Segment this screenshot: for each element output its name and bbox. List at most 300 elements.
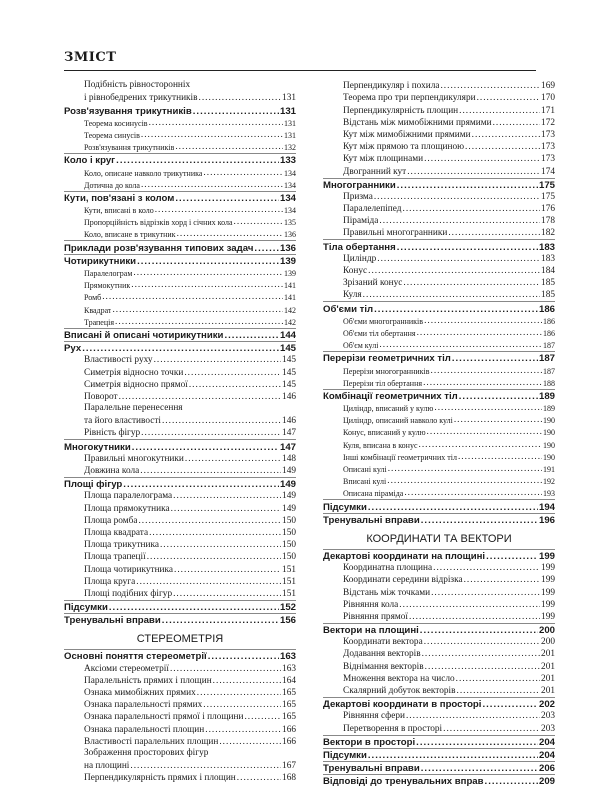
toc-section-entry[interactable]	[64, 649, 296, 662]
toc-page-number: 139	[284, 269, 296, 278]
toc-entry-title: Площа чотирикутника	[84, 564, 174, 575]
toc-entry[interactable]	[64, 772, 296, 784]
toc-entry[interactable]	[64, 723, 296, 735]
toc-entry-title: Вектори в просторі	[323, 736, 416, 748]
toc-entry-title: Ознака паралельності прямої і площини	[84, 712, 244, 723]
dot-leader	[132, 442, 279, 453]
toc-page-number: 139	[279, 255, 296, 267]
dot-leader	[219, 737, 281, 748]
toc-section-entry[interactable]	[64, 104, 296, 116]
toc-entry-title: Декартові координати в просторі	[323, 699, 482, 711]
dot-leader	[136, 577, 281, 588]
toc-entry-title: Вписані й описані чотирикутники	[64, 329, 224, 341]
toc-page-number: 187	[538, 353, 555, 365]
dot-leader	[141, 130, 283, 141]
toc-entry[interactable]	[323, 104, 555, 116]
dot-leader	[82, 343, 279, 354]
toc-section-entry[interactable]	[64, 613, 296, 626]
toc-entry-title: Вписані кулі	[343, 477, 387, 487]
toc-entry[interactable]	[64, 141, 296, 153]
toc-entry-title: Поворот	[84, 391, 118, 402]
dot-leader	[374, 192, 540, 203]
toc-entry[interactable]	[64, 228, 296, 240]
dot-leader	[173, 491, 281, 502]
toc-section-entry[interactable]	[64, 328, 296, 341]
toc-section-entry[interactable]	[323, 748, 555, 761]
toc-page-number: 190	[543, 452, 555, 462]
toc-entry-title: Чотирикутники	[64, 255, 137, 267]
toc-entry-title: Паралельність прямих і площин	[84, 675, 212, 686]
toc-entry[interactable]	[323, 215, 555, 227]
toc-entry-title: на площині	[84, 761, 130, 772]
toc-page-number: 209	[538, 776, 555, 787]
toc-page-number: 147	[282, 428, 296, 439]
toc-page-number: 168	[282, 773, 296, 784]
toc-page-number: 131	[284, 118, 296, 128]
toc-page-number: 136	[284, 230, 296, 240]
dot-leader	[368, 266, 540, 277]
toc-entry[interactable]	[64, 427, 296, 439]
dot-leader	[397, 180, 538, 191]
dot-leader	[244, 712, 281, 723]
toc-entry[interactable]	[64, 267, 296, 279]
toc-section-entry[interactable]	[323, 549, 555, 562]
toc-page-number: 201	[541, 673, 555, 684]
dot-leader	[397, 242, 538, 253]
toc-entry[interactable]	[323, 562, 555, 574]
dot-leader	[465, 142, 540, 153]
toc-section-entry[interactable]	[323, 351, 555, 364]
toc-page-number: 149	[282, 491, 296, 502]
toc-entry[interactable]	[64, 366, 296, 378]
toc-entry-title-line: Подібність рівносторонніх	[84, 80, 191, 90]
toc-entry-title: Кут між площинами	[343, 154, 424, 165]
toc-page-number: 199	[541, 563, 555, 574]
toc-entry[interactable]	[323, 636, 555, 648]
toc-entry-title: Тренувальні вправи	[323, 763, 420, 775]
toc-entry-title: Координатна площина	[343, 563, 433, 574]
toc-page-number: 189	[538, 390, 555, 402]
toc-entry[interactable]	[64, 465, 296, 477]
toc-entry-title: Піраміда	[343, 216, 379, 227]
toc-entry-title: Паралелепіпед	[343, 204, 402, 215]
toc-page-number: 164	[282, 675, 296, 686]
toc-page-number: 165	[282, 688, 296, 698]
toc-section-entry[interactable]	[323, 774, 555, 787]
toc-entry-title: Коло і круг	[64, 155, 116, 167]
toc-entry[interactable]	[64, 662, 296, 674]
toc-entry[interactable]	[323, 487, 555, 499]
dot-leader	[387, 476, 542, 487]
toc-entry-title: Комбінації геометричних тіл	[323, 390, 458, 402]
toc-entry-title: Трапеція	[84, 317, 115, 327]
toc-entry-title: Об'єми тіл обертання	[343, 328, 416, 338]
toc-entry[interactable]	[64, 711, 296, 723]
toc-page-number: 188	[543, 378, 555, 388]
toc-entry[interactable]	[64, 515, 296, 527]
toc-entry[interactable]	[64, 129, 296, 141]
dot-leader	[193, 106, 279, 117]
toc-entry[interactable]	[323, 414, 555, 426]
toc-page-number: 190	[543, 416, 555, 426]
dot-leader	[162, 615, 279, 626]
dot-leader	[424, 316, 542, 327]
toc-page-number: 191	[543, 465, 555, 474]
toc-entry[interactable]	[323, 685, 555, 697]
dot-leader	[131, 280, 283, 291]
toc-page-number: 173	[541, 142, 555, 153]
toc-entry-title: Прямокутник	[84, 281, 131, 291]
dot-leader	[363, 290, 540, 301]
toc-page-number: 163	[282, 663, 296, 674]
toc-page-number: 150	[282, 527, 296, 538]
toc-section-entry[interactable]	[323, 623, 555, 636]
toc-entry-multiline[interactable]	[64, 403, 296, 427]
dot-leader	[115, 317, 283, 328]
toc-entry[interactable]	[64, 117, 296, 129]
toc-entry[interactable]	[323, 227, 555, 239]
toc-section-entry[interactable]	[323, 389, 555, 402]
toc-section-entry[interactable]	[323, 761, 555, 774]
toc-entry-title: Тренувальні вправи	[323, 514, 420, 526]
toc-entry[interactable]	[64, 453, 296, 465]
dot-leader	[443, 724, 540, 735]
toc-entry-title: Ромб	[84, 293, 102, 303]
dot-leader	[162, 416, 281, 427]
toc-entry[interactable]	[84, 92, 296, 104]
dot-leader	[109, 602, 279, 613]
toc-page-number: 183	[541, 253, 555, 264]
toc-section-entry[interactable]	[323, 499, 555, 512]
toc-entry-title: Куля, вписана в конус	[343, 440, 418, 450]
dot-leader	[130, 761, 281, 772]
toc-entry-title: Описана піраміда	[343, 489, 404, 499]
dot-leader	[404, 488, 542, 499]
toc-entry-title: Площа прямокутника	[84, 503, 170, 514]
toc-section-entry[interactable]	[64, 254, 296, 267]
dot-leader	[403, 278, 540, 289]
dot-leader	[486, 551, 538, 562]
dot-leader	[424, 637, 540, 648]
toc-page-number: 156	[279, 615, 296, 627]
dot-leader	[403, 204, 541, 215]
toc-entry[interactable]	[64, 736, 296, 748]
dot-leader	[433, 563, 540, 574]
toc-section-entry[interactable]	[64, 477, 296, 490]
dot-leader	[452, 353, 538, 364]
toc-entry[interactable]	[64, 391, 296, 403]
toc-entry[interactable]	[64, 699, 296, 711]
toc-entry[interactable]	[323, 722, 555, 734]
toc-entry-title: Площа трапеції	[84, 552, 146, 563]
toc-entry[interactable]	[323, 402, 555, 414]
toc-entry-title: Відповіді до тренувальних вправ	[323, 776, 484, 787]
toc-entry[interactable]	[323, 141, 555, 153]
toc-page-number: 170	[541, 93, 555, 104]
toc-entry-title: Підсумки	[323, 501, 367, 513]
toc-entry-title: Циліндр, описаний навколо кулі	[343, 416, 453, 426]
toc-entry[interactable]	[323, 315, 555, 327]
toc-entry[interactable]	[323, 710, 555, 722]
toc-entry[interactable]	[64, 490, 296, 502]
toc-entry-title: Перерізи тіл обертання	[343, 378, 423, 388]
toc-entry-title: Конус, вписаний у кулю	[343, 428, 426, 438]
toc-section-entry[interactable]	[64, 153, 296, 166]
toc-entry[interactable]	[323, 475, 555, 487]
toc-entry-title: Відстань між мимобіжними прямими	[343, 117, 492, 128]
toc-entry-title: Кути, вписані в коло	[84, 206, 154, 216]
toc-entry[interactable]	[64, 379, 296, 391]
dot-leader	[377, 254, 540, 265]
toc-entry-title: Підсумки	[64, 602, 108, 614]
toc-entry[interactable]	[323, 265, 555, 277]
toc-page-number: 172	[541, 117, 555, 128]
dot-leader	[422, 649, 540, 660]
toc-section-entry[interactable]	[64, 439, 296, 452]
toc-entry[interactable]	[323, 327, 555, 339]
dot-leader	[458, 452, 542, 463]
dot-leader	[237, 773, 281, 784]
dot-leader	[399, 600, 540, 611]
dot-leader	[425, 662, 540, 673]
toc-entry[interactable]	[64, 291, 296, 303]
toc-entry-title: Площа квадрата	[84, 527, 149, 538]
toc-entry[interactable]	[84, 760, 296, 772]
toc-entry[interactable]	[323, 673, 555, 685]
toc-entry[interactable]	[323, 165, 555, 177]
toc-entry-title: Конус	[343, 266, 368, 276]
toc-entry[interactable]	[64, 354, 296, 366]
toc-entry-title: Циліндр, вписаний у кулю	[343, 404, 434, 414]
part-heading: СТЕРЕОМЕТРІЯ	[136, 633, 224, 646]
toc-entry-title: Координати середини відрізка	[343, 575, 463, 586]
toc-entry-title: Властивості паралельних площин	[84, 736, 219, 747]
toc-entry[interactable]	[323, 203, 555, 215]
toc-entry-title: Зрізаний конус	[343, 278, 403, 289]
toc-page-number: 169	[541, 81, 555, 92]
toc-section-entry[interactable]	[64, 240, 296, 253]
toc-page-number: 134	[279, 192, 296, 204]
toc-page-number: 150	[282, 540, 296, 551]
toc-section-entry[interactable]	[323, 735, 555, 748]
toc-section-entry[interactable]	[323, 697, 555, 710]
toc-page-number: 201	[541, 661, 555, 672]
toc-page-number: 142	[284, 317, 296, 327]
dot-leader	[155, 205, 283, 216]
toc-page-number: 204	[538, 749, 555, 761]
toc-entry-title: Множення вектора на число	[343, 673, 455, 684]
toc-entry[interactable]	[323, 92, 555, 104]
toc-page-number: 145	[282, 379, 296, 390]
toc-page-number: 134	[284, 206, 296, 216]
toc-entry[interactable]	[64, 166, 296, 178]
toc-entry[interactable]	[64, 551, 296, 563]
toc-page-number: 176	[541, 204, 555, 215]
dot-leader	[234, 217, 283, 228]
toc-page-number: 175	[538, 179, 555, 191]
dot-leader	[175, 142, 283, 153]
toc-entry-title-line: Паралельне перенесення	[84, 402, 183, 413]
toc-section-entry[interactable]	[323, 178, 555, 191]
toc-entry[interactable]	[64, 179, 296, 191]
dot-leader	[431, 366, 542, 377]
toc-entry[interactable]	[323, 377, 555, 389]
toc-entry-title: і рівнобедрених трикутників	[84, 93, 198, 104]
toc-entry-title: Двогранний кут	[343, 166, 407, 177]
toc-page-number: 203	[541, 723, 555, 734]
toc-entry-title-line: Зображення просторових фігур	[84, 747, 209, 758]
toc-entry[interactable]	[64, 576, 296, 588]
dot-leader	[174, 565, 281, 576]
toc-page-number: 189	[543, 404, 555, 414]
toc-entry[interactable]	[323, 438, 555, 450]
toc-section-entry[interactable]	[64, 191, 296, 204]
toc-page-number: 187	[543, 341, 555, 351]
toc-page-number: 173	[541, 129, 555, 140]
toc-entry-title: Тренувальні вправи	[64, 615, 161, 627]
dot-leader	[112, 305, 283, 316]
dot-leader	[102, 292, 283, 303]
toc-entry[interactable]	[323, 117, 555, 129]
toc-entry[interactable]	[323, 463, 555, 475]
toc-entry-title: Скалярний добуток векторів	[343, 686, 456, 696]
toc-entry[interactable]	[323, 339, 555, 351]
dot-leader	[203, 168, 283, 179]
toc-entry[interactable]	[64, 539, 296, 551]
toc-entry-title: Основні поняття стереометрії	[64, 651, 207, 663]
dot-leader	[149, 118, 283, 129]
toc-right-column	[323, 80, 555, 787]
toc-entry[interactable]	[323, 660, 555, 672]
toc-entry[interactable]	[323, 426, 555, 438]
toc-entry[interactable]	[64, 502, 296, 514]
toc-entry-title: Підсумки	[323, 749, 367, 761]
dot-leader	[224, 330, 279, 341]
toc-page-number: 132	[284, 143, 296, 153]
toc-entry-title: Паралелограм	[84, 269, 133, 278]
dot-leader	[427, 427, 542, 438]
toc-entry-multiline[interactable]	[64, 80, 296, 104]
toc-entry[interactable]	[323, 289, 555, 301]
toc-entry[interactable]	[323, 364, 555, 376]
toc-entry[interactable]	[323, 586, 555, 598]
toc-page-number: 133	[279, 155, 296, 167]
dot-leader	[170, 664, 281, 675]
dot-leader	[423, 378, 542, 389]
toc-page-number: 204	[538, 736, 555, 748]
toc-entry[interactable]	[84, 415, 296, 427]
toc-page-number: 192	[543, 477, 555, 487]
toc-entry-title: Коло, вписане в трикутник	[84, 230, 176, 240]
toc-entry[interactable]	[64, 204, 296, 216]
dot-leader	[185, 454, 281, 465]
toc-page-number: 147	[279, 441, 296, 453]
toc-entry[interactable]	[64, 588, 296, 600]
toc-page-number: 151	[282, 576, 296, 587]
toc-page-number: 199	[541, 575, 555, 586]
toc-entry[interactable]	[64, 687, 296, 699]
toc-entry-title: Многогранники	[323, 179, 396, 191]
toc-left-column	[64, 80, 296, 784]
toc-entry[interactable]	[64, 216, 296, 228]
toc-entry[interactable]	[64, 675, 296, 687]
toc-entry-title: Ознака мимобіжних прямих	[84, 688, 196, 698]
toc-page-number: 187	[543, 366, 555, 376]
toc-entry-title: Дотична до кола	[84, 180, 140, 190]
toc-entry[interactable]	[323, 129, 555, 141]
toc-page-number: 202	[538, 699, 555, 711]
toc-page-number: 165	[282, 700, 296, 711]
dot-leader	[213, 676, 281, 687]
toc-entry-title: Рівняння сфери	[343, 711, 405, 722]
toc-entry[interactable]	[323, 253, 555, 265]
toc-entry[interactable]	[323, 599, 555, 611]
toc-entry[interactable]	[64, 563, 296, 575]
dot-leader	[149, 528, 281, 539]
toc-entry[interactable]	[323, 80, 555, 92]
toc-entry[interactable]	[323, 451, 555, 463]
toc-entry-title: Площа круга	[84, 576, 136, 587]
toc-section-entry[interactable]	[64, 341, 296, 354]
toc-page-number: 166	[282, 724, 296, 735]
toc-page-number: 190	[543, 428, 555, 438]
toc-entry-title: Рух	[64, 343, 82, 355]
toc-entry-title: Відстань між точками	[343, 587, 431, 598]
toc-page-number: 199	[541, 587, 555, 598]
dot-leader	[406, 711, 540, 722]
toc-page-number: 145	[282, 367, 296, 378]
toc-entry[interactable]	[323, 648, 555, 660]
toc-entry-title: Розв'язування трикутників	[84, 143, 175, 153]
toc-entry[interactable]	[323, 191, 555, 203]
dot-leader	[464, 575, 540, 586]
toc-entry[interactable]	[323, 153, 555, 165]
toc-entry-title: Тіла обертання	[323, 241, 396, 253]
toc-page-number: 165	[282, 712, 296, 723]
dot-leader	[175, 193, 279, 204]
toc-entry-title: Площа трикутника	[84, 540, 159, 551]
toc-entry[interactable]	[323, 277, 555, 289]
dot-leader	[199, 93, 282, 104]
toc-entry[interactable]	[64, 303, 296, 315]
toc-entry[interactable]	[323, 611, 555, 623]
toc-section-entry[interactable]	[64, 600, 296, 613]
toc-page-number: 183	[538, 241, 555, 253]
toc-entry-title: Теорема синусів	[84, 130, 140, 140]
toc-section-entry[interactable]	[323, 239, 555, 252]
toc-entry-title: Рівняння прямої	[343, 611, 408, 622]
dot-leader	[173, 589, 281, 600]
dot-leader	[421, 515, 538, 526]
dot-leader	[141, 428, 281, 439]
toc-page-number: 203	[541, 711, 555, 722]
toc-entry-multiline[interactable]	[64, 748, 296, 772]
toc-entry[interactable]	[323, 574, 555, 586]
toc-entry-title: Квадрат	[84, 305, 112, 315]
toc-entry[interactable]	[64, 316, 296, 328]
toc-page-number: 142	[284, 305, 296, 315]
dot-leader	[119, 392, 281, 403]
toc-entry[interactable]	[64, 279, 296, 291]
toc-entry-title: Циліндр	[343, 253, 377, 264]
dot-leader	[456, 674, 540, 685]
toc-entry-title: та його властивості	[84, 416, 161, 427]
dot-leader	[440, 81, 540, 92]
toc-entry[interactable]	[64, 527, 296, 539]
toc-entry-title: Ознака паралельності площин	[84, 724, 205, 735]
toc-section-entry[interactable]	[323, 301, 555, 314]
toc-section-entry[interactable]	[323, 513, 555, 526]
